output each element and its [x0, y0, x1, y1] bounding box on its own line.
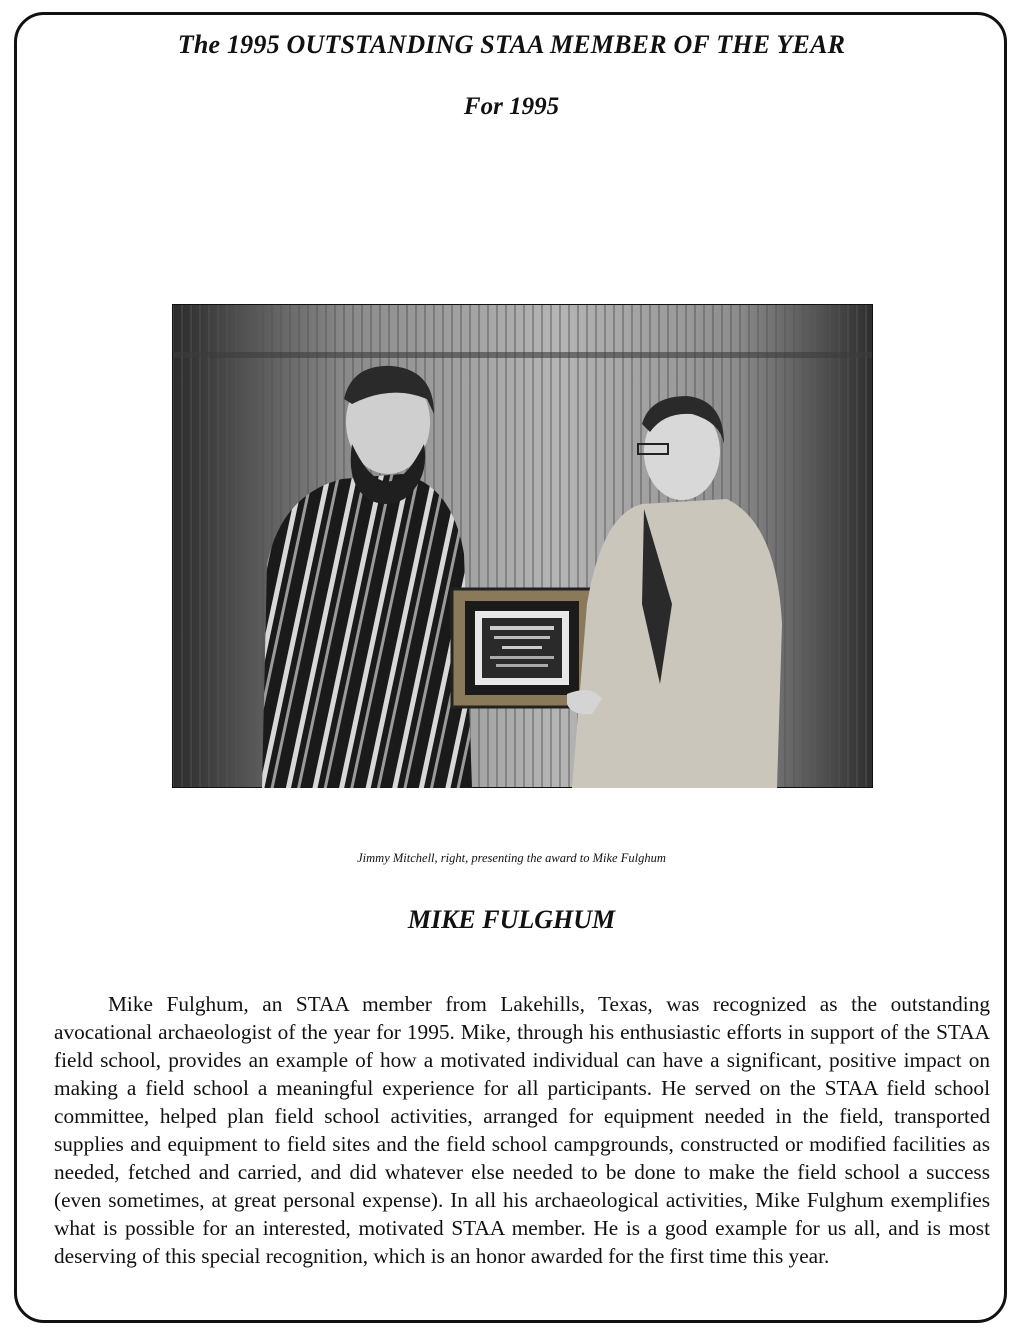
award-photo	[172, 304, 873, 788]
award-plaque	[452, 589, 592, 707]
page-title: The 1995 OUTSTANDING STAA MEMBER OF THE YEAR	[177, 30, 846, 59]
page-subtitle: For 1995	[463, 93, 560, 120]
photo-caption: Jimmy Mitchell, right, presenting the award to Mike Fulghum	[357, 851, 666, 865]
honoree-heading: MIKE FULGHUM	[407, 905, 616, 934]
body-paragraph: Mike Fulghum, an STAA member from Lakehills, Texas, was recognized as the outstanding avocational archaeologist of the year for 1995. Mike, through his enthusiastic efforts in support of the STAA field school, provides an example of how a motivated individual can have a significant, positive impact on making a field school a meaningful experience for all participants. He served on the STAA field school committee, helped plan field school activities, arranged for equipment needed in the field, transported supplies and equipment to field sites and the field school campgrounds, constructed or modified facilities as needed, fetched and carried, and did whatever else needed to be done to make the field school a success (even sometimes, at great personal expense). In all his archaeological activities, Mike Fulghum exemplifies what is possible for an interested, motivated STAA member. He is a good example for us all, and is most deserving of this special recognition, which is an honor awarded for the first time this year.	[54, 992, 990, 1268]
